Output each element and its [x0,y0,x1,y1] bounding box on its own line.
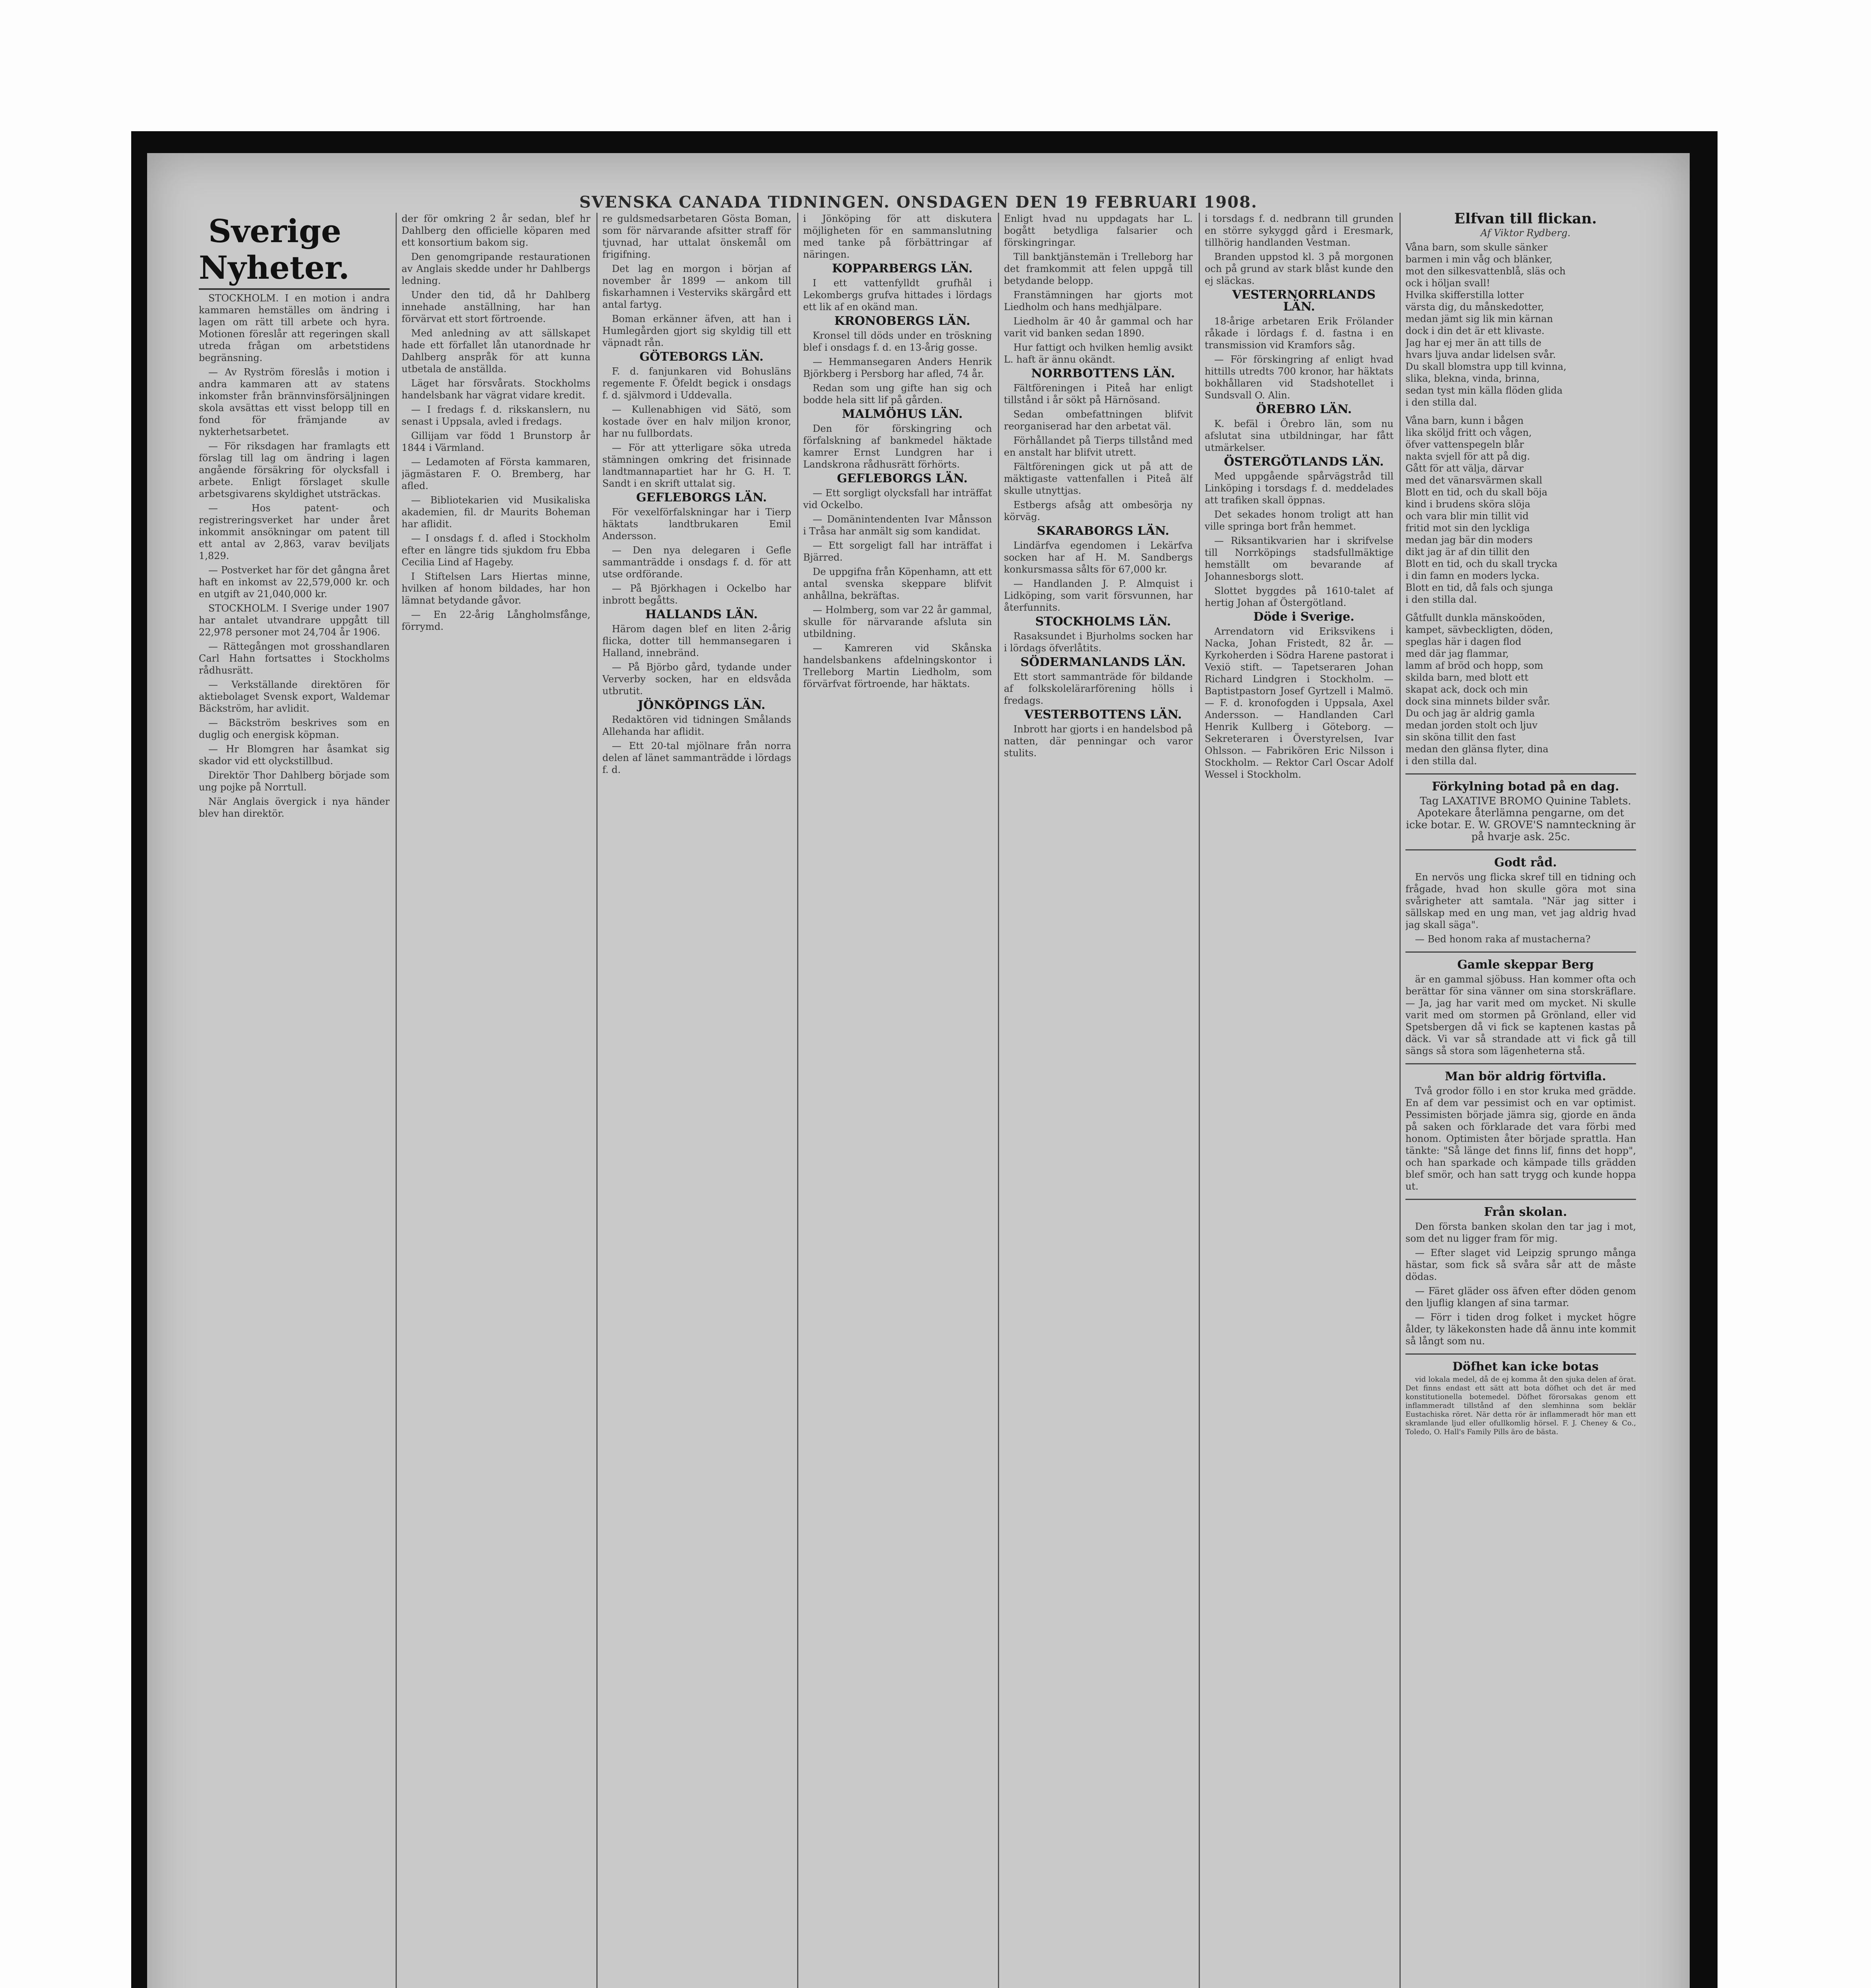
article-paragraph: i Jönköping för att diskutera möjligheten för en sammanslutning med tanke på förbättringar af näringen. [803,213,992,260]
article-paragraph: F. d. fanjunkaren vid Bohusläns regemente F. Öfeldt begick i onsdags f. d. självmord i Uddevalla. [602,366,791,401]
article-paragraph: — Den nya delegaren i Gefle sammanträdde i onsdags f. d. för att utse ordförande. [602,545,791,580]
article-paragraph: 18-årige arbetaren Erik Frölander råkade i lördags f. d. fastna i en transmission vid Kramfors såg. [1205,316,1394,351]
poem-line: nakta svjell för att på dig. [1405,451,1530,462]
article-paragraph: Lindärfva egendomen i Lekärfva socken har af H. M. Sandbergs konkursmassa sålts för 67,000 kr. [1004,540,1193,575]
poem-stanza [1405,241,1636,408]
county-heading: STOCKHOLMS LÄN. [1035,615,1171,629]
article-paragraph: — Verkställande direktören för aktiebolaget Svensk export, Waldemar Bäckström, har avlidit. [199,679,390,714]
poem [1405,241,1636,767]
article-paragraph: — I onsdags f. d. afled i Stockholm efter en längre tids sjukdom fru Ebba Cecilia Lind af Hageby. [402,533,590,568]
poem-line: värsta dig, du månskedotter, [1405,301,1544,313]
county-heading: SÖDERMANLANDS LÄN. [1020,655,1186,669]
article-paragraph: — Ett 20-tal mjölnare från norra delen af länet sammanträdde i lördags f. d. [602,740,791,775]
article-paragraph: Härom dagen blef en liten 2-årig flicka, dotter till hemmansegaren i Halland, innebränd. [602,623,791,658]
poem-line: kind i brudens sköra slöja [1405,499,1531,510]
article-paragraph: Till banktjänstemän i Trelleborg har det framkommit att felen uppgå till betydande belopp. [1004,251,1193,286]
poem-line: ock i höljan svall! [1405,278,1490,289]
poem-line: Våna barn, som skulle sänker [1405,242,1548,253]
article-heading: Gamle skeppar Berg [1457,958,1594,972]
article-paragraph: Fältföreningen i Piteå har enligt tillstånd i år sökt på Härnösand. [1004,382,1193,406]
poem-line: dikt jag är af din tillit den [1405,546,1530,557]
article-paragraph: Den för förskingring och förfalskning af bankmedel häktade kamrer Ernst Lundgren har i Landskrona rådhusrätt förhörts. [803,423,992,470]
article-paragraph: — I fredags f. d. rikskanslern, nu senast i Uppsala, avled i fredags. [402,404,590,427]
article-paragraph: — Domänintendenten Ivar Månsson i Tråsa har anmält sig som kandidat. [803,514,992,537]
poem-line: medan jorden stolt och ljuv [1405,720,1538,731]
poem-line: dock i din det är ett klivaste. [1405,325,1545,336]
poem-line: medan den glänsa flyter, dina [1405,744,1549,755]
article-paragraph: der för omkring 2 år sedan, blef hr Dahlberg den officielle köparen med ett konsortium bakom sig. [402,213,590,248]
article-paragraph: re guldsmedsarbetaren Gösta Boman, som för närvarande afsitter straff för tjuvnad, har uttalat önskemål om frigifning. [602,213,791,260]
poem-line: Du skall blomstra upp till kvinna, [1405,361,1566,372]
poem-line: öfver vattenspegeln blår [1405,439,1524,450]
divider [1405,1353,1636,1355]
article-paragraph: — På Björkhagen i Ockelbo har inbrott begåtts. [602,583,791,606]
article-paragraph: Förhållandet på Tierps tillstånd med en anstalt har blifvit utrett. [1004,435,1193,458]
article-paragraph: Estbergs afsåg att ombesörja ny körväg. [1004,499,1193,522]
column-6 [1205,213,1394,1988]
column-2 [402,213,590,1988]
article-paragraph: — En 22-årig Långholmsfånge, förrymd. [402,609,590,632]
poem-line: Jag har ej mer än att tills de [1405,337,1541,348]
article-paragraph: En nervös ung flicka skref till en tidning och frågade, hvad hon skulle göra mot sina svårigheter att samtala. "När jag sitter i sällskap med en ung man, vet jag aldrig hvad jag skall säga". [1405,872,1636,930]
poem-line: medan jämt sig lik min kärnan [1405,313,1553,324]
poem-line: Hvilka skifferstilla lotter [1405,289,1524,301]
article-paragraph: Enligt hvad nu uppdagats har L. bogått betydliga falsarier och förskingringar. [1004,213,1193,248]
article-paragraph: — Förr i tiden drog folket i mycket högre ålder, ty läkekonsten hade då ännu inte kommit så långt som nu. [1405,1312,1636,1347]
article-paragraph: Redaktören vid tidningen Smålands Allehanda har aflidit. [602,714,791,737]
masthead: SVENSKA CANADA TIDNINGEN. ONSDAGEN DEN 19 FEBRUARI 1908. [579,193,1258,212]
county-heading: ÖREBRO LÄN. [1256,402,1352,416]
article-paragraph: — Efter slaget vid Leipzig sprungo många hästar, som fick så svåra sår att de måste dödas. [1405,1247,1636,1282]
article-paragraph: — Kamreren vid Skånska handelsbankens afdelningskontor i Trelleborg Martin Liedholm, som förvärfvat förtroende, har häktats. [803,643,992,689]
article-paragraph: Slottet byggdes på 1610-talet af hertig Johan af Östergötland. [1205,585,1394,608]
poem-line: Blott en tid, och du skall trycka [1405,558,1558,569]
column-rule [998,213,999,1988]
poem-line: lamm af bröd och hopp, som [1405,660,1543,671]
ad-text: Tag LAXATIVE BROMO Quinine Tablets. Apotekare återlämna pengarne, om det icke botar. E. W. GROVE'S namnteckning är på hvarje ask. 25c. [1406,795,1636,843]
article-paragraph: — Postverket har för det gångna året haft en inkomst av 22,579,000 kr. och en utgift av 21,040,000 kr. [199,565,390,600]
article-heading: Från skolan. [1484,1205,1567,1219]
article-paragraph: Kronsel till döds under en tröskning blef i onsdags f. d. en 13-årig gosse. [803,330,992,353]
article-paragraph: — Handlanden J. P. Almquist i Lidköping, som varit försvunnen, har återfunnits. [1004,578,1193,613]
poem-line: barmen i min våg och blänker, [1405,254,1553,265]
article-paragraph: Branden uppstod kl. 3 på morgonen och på grund av stark blåst kunde den ej släckas. [1205,251,1394,286]
poem-line: mot den silkesvattenblå, släs och [1405,266,1566,277]
article-paragraph: Inbrott har gjorts i en handelsbod på natten, där penningar och varor stulits. [1004,724,1193,759]
ad-heading: Döfhet kan icke botas [1452,1360,1599,1374]
poem-line: Blott en tid, och du skall böja [1405,487,1548,498]
poem-line: skapat ack, dock och min [1405,684,1528,695]
article-paragraph: I ett vattenfylldt grufhål i Lekombergs grufva hittades i lördags ett lik af en okänd man. [803,278,992,313]
column-rule [797,213,798,1988]
article-paragraph: — Bibliotekarien vid Musikaliska akademien, fil. dr Maurits Boheman har aflidit. [402,495,590,530]
divider [1405,773,1636,775]
subsection-heading: Döde i Sverige. [1253,610,1355,624]
article-paragraph: Gillijam var född 1 Brunstorp år 1844 i Värmland. [402,430,590,453]
article-paragraph: Sedan ombefattningen blifvit reorganiserad har den arbetat väl. [1004,409,1193,432]
poem-author: Af Viktor Rydberg. [1480,227,1571,239]
column-rule [596,213,598,1988]
article-paragraph: När Anglais övergick i nya händer blev han direktör. [199,796,390,819]
article-paragraph: Rasaksundet i Bjurholms socken har i lördags öfverlåtits. [1004,631,1193,654]
article-paragraph: De uppgifna från Köpenhamn, att ett antal svenska skeppare blifvit anhållna, bekräftas. [803,566,992,601]
poem-line: med det vänarsvärmen skall [1405,475,1543,486]
article-paragraph: Den genomgripande restaurationen av Anglais skedde under hr Dahlbergs ledning. [402,251,590,286]
article-paragraph: Hur fattigt och hvilken hemlig avsikt L. haft är ännu okändt. [1004,342,1193,365]
poem-line: i den stilla dal. [1405,397,1477,408]
poem-line: skilda barn, med blott ett [1405,672,1529,683]
county-heading: GÖTEBORGS LÄN. [639,350,764,364]
article-paragraph: — Rättegången mot grosshandlaren Carl Hahn fortsattes i Stockholms rådhusrätt. [199,641,390,676]
county-heading: JÖNKÖPINGS LÄN. [637,698,766,712]
column-7 [1405,213,1636,1988]
article-paragraph: — Ett sorgeligt fall har inträffat i Bjärred. [803,540,992,563]
article-paragraph: Läget har försvårats. Stockholms handelsbank har vägrat vidare kredit. [402,378,590,401]
poem-line: sedan tyst min källa flöden glida [1405,385,1563,396]
poem-line: och vara blir min tillit vid [1405,511,1529,522]
poem-line: speglas här i dagen flod [1405,636,1522,647]
poem-line: Gått för att välja, därvar [1405,463,1524,474]
article-paragraph: Under den tid, då hr Dahlberg innehade anställning, har han förvärvat ett stort förtroende. [402,289,590,324]
poem-line: i den stilla dal. [1405,594,1477,605]
obituary-list: Arrendatorn vid Eriksvikens i Nacka, Johan Fristedt, 82 år. — Kyrkoherden i Södra Harene pastorat i Vexiö stift. — Tapetseraren Johan Richard Lindgren i Stockholm. — Baptistpastorn Josef Gyrtzell i Malmö. — F. d. kronofogden i Uppsala, Axel Andersson. — Handlanden Carl Henrik Kullberg i Göteborg. — Sekreteraren i Överstyrelsen, Ivar Ohlsson. — Fabrikören Eric Nilsson i Stockholm. — Rektor Carl Oscar Adolf Wessel i Stockholm. [1205,626,1394,780]
divider [1405,849,1636,850]
column-rule [396,213,397,1988]
column-3 [602,213,791,1988]
county-heading: VESTERNORRLANDS LÄN. [1232,288,1376,314]
article-paragraph: — Kullenabhigen vid Sätö, som kostade över en halv miljon kronor, har nu fullbordats. [602,404,791,439]
article-paragraph: Liedholm är 40 år gammal och har varit vid banken sedan 1890. [1004,316,1193,339]
poem-line: Du och jag är aldrig gamla [1405,708,1535,719]
poem-line: med där jag flammar, [1405,648,1509,659]
article-paragraph: — Hemmansegaren Anders Henrik Björkberg i Persborg har afled, 74 år. [803,356,992,379]
ad-text: vid lokala medel, då de ej komma åt den sjuka delen af örat. Det finns endast ett sätt att bota döfhet och det är med konstitutionella botemedel. Döfhet förorsakas genom ett inflammeradt tillstånd af den slemhinna som beklär Eustachiska röret. När detta rör är inflammeradt hör man ett skramlande ljud eller ofullkomlig hörsel. F. J. Cheney & Co., Toledo, O. Hall's Family Pills äro de bästa. [1405,1375,1636,1436]
article-paragraph: — Riksantikvarien har i skrifvelse till Norrköpings stadsfullmäktige hemställt om bevarande af Johannesborgs slott. [1205,535,1394,582]
county-heading: GEFLEBORGS LÄN. [837,472,968,485]
article-paragraph: — Bäckström beskrives som en duglig och energisk köpman. [199,717,390,740]
article-paragraph: — Ledamoten af Första kammaren, jägmästaren F. O. Bremberg, har afled. [402,456,590,491]
county-heading: KRONOBERGS LÄN. [834,314,970,328]
article-paragraph: Franstämningen har gjorts mot Liedholm och hans medhjälpare. [1004,289,1193,313]
article-paragraph: Ett stort sammanträde för bildande af folkskolelärarförening hölls i fredags. [1004,671,1193,706]
poem-title: Elfvan till flickan. [1454,213,1597,227]
poem-line: kampet, sävbeckligten, döden, [1405,624,1553,635]
section-title: Sverige Nyheter. [199,213,390,290]
article-paragraph: I Stiftelsen Lars Hiertas minne, hvilken af honom bildades, har hon lämnat betydande gåvor. [402,571,590,606]
article-paragraph: K. befäl i Örebro län, som nu afslutat sina utbildningar, har fått utmärkelser. [1205,418,1394,453]
poem-line: slika, blekna, vinda, brinna, [1405,373,1540,384]
article-paragraph: Fältföreningen gick ut på att de mäktigaste vattenfallen i Piteå älf skulle utnyttjas. [1004,461,1193,496]
column-rule [1399,213,1401,1988]
article-paragraph: — Av Ryström föreslås i motion i andra kammaren att av statens inkomster från brännvinsförsäljningen skola avsättas ett visst belopp till en fond för främjande av nykterhetsarbetet. [199,367,390,437]
county-heading: VESTERBOTTENS LÄN. [1024,708,1182,722]
article-paragraph: — För förskingring af enligt hvad hittills utredts 700 kronor, har häktats bokhållaren vid Stadshotellet i Sundsvall O. Alin. [1205,354,1394,401]
county-heading: NORRBOTTENS LÄN. [1031,367,1175,381]
article-paragraph: Med uppgående spårvägstråd till Linköping i torsdags f. d. meddelades att trafiken skall öppnas. [1205,471,1394,506]
article-paragraph: — Bed honom raka af mustacherna? [1415,934,1591,945]
article-paragraph: — Hos patent- och registreringsverket har under året inkommit ansökningar om patent till ett antal av 2,863, varav beviljats 1,829. [199,503,390,561]
county-heading: SKARABORGS LÄN. [1036,524,1170,538]
article-paragraph: — Hr Blomgren har åsamkat sig skador vid ett olyckstillbud. [199,744,390,767]
county-heading: ÖSTERGÖTLANDS LÄN. [1224,455,1384,469]
poem-line: i den stilla dal. [1405,755,1477,767]
poem-line: i din famn en moders lycka. [1405,570,1540,581]
article-paragraph: — Holmberg, som var 22 år gammal, skulle för närvarande afsluta sin utbildning. [803,604,992,639]
column-4 [803,213,992,1988]
column-rule [1199,213,1200,1988]
article-paragraph: Det lag en morgon i början af november år 1899 — ankom till fiskarhamnen i Vesterviks skärgård ett antal fartyg. [602,263,791,310]
poem-line: lika sköljd fritt och vågen, [1405,427,1532,438]
divider [1405,951,1636,953]
article-paragraph: — För att ytterligare söka utreda stämningen omkring det frisinnade landtmannapartiet har hr G. H. T. Sandt i en skrift uttalat sig. [602,442,791,489]
poem-line: Våna barn, kunn i bågen [1405,415,1524,426]
article-heading: Man bör aldrig förtvifla. [1445,1070,1606,1083]
county-heading: MALMÖHUS LÄN. [842,407,963,421]
county-heading: HALLANDS LÄN. [645,608,758,621]
newspaper-page [147,153,1690,1988]
poem-line: dock sina minnets bilder svår. [1405,696,1550,707]
poem-line: Blott en tid, då fals och sjunga [1405,582,1553,593]
divider [1405,1199,1636,1200]
article-heading: Godt råd. [1494,856,1557,870]
ad-heading: Förkylning botad på en dag. [1432,780,1619,794]
article-paragraph: Boman erkänner äfven, att han i Humlegården gjort sig skyldig till ett väpnadt rån. [602,313,791,348]
article-paragraph: Det sekades honom troligt att han ville springa bort från hemmet. [1205,509,1394,532]
article-paragraph: För vexelförfalskningar har i Tierp häktats landtbrukaren Emil Andersson. [602,507,791,542]
poem-line: Gåtfullt dunkla mänskoöden, [1405,612,1545,623]
column-1 [199,213,390,1988]
county-heading: KOPPARBERGS LÄN. [832,262,973,276]
article-paragraph: Med anledning av att sällskapet hade ett förfallet lån utanordnade hr Dahlberg anspråk för att kunna utbetala de anställda. [402,328,590,375]
article-paragraph: STOCKHOLM. I en motion i andra kammaren hemställes om ändring i lagen om rätt till arbete och hyra. Motionen föreslår att regeringen skall utreda frågan om arbetstidens begränsning. [199,293,390,363]
article-paragraph: Två grodor föllo i en stor kruka med grädde. En af dem var pessimist och en var optimist. Pessimisten började jämra sig, gjorde en ända på saken och förklarade det vara förbi med honom. Optimisten åter började sprattla. Han tänkte: "Så länge det finns lif, finns det hopp", och han sparkade och kämpade tills grädden blef smör, och han satt trygg och kunde hoppa ut. [1405,1085,1636,1192]
article-paragraph: STOCKHOLM. I Sverige under 1907 har antalet utvandrare uppgått till 22,978 personer mot 24,704 år 1906. [199,603,390,638]
column-5 [1004,213,1193,1988]
article-paragraph: i torsdags f. d. nedbrann till grunden en större sykyggd gård i Eresmark, tillhörig handlanden Vestman. [1205,213,1394,248]
county-heading: GEFLEBORGS LÄN. [636,491,767,505]
article-paragraph: — Färet gläder oss äfven efter döden genom den ljuflig klangen af sina tarmar. [1405,1285,1636,1309]
article-paragraph: Redan som ung gifte han sig och bodde hela sitt lif på gården. [803,382,992,406]
article-paragraph: — På Björbo gård, tydande under Ververby socken, har en eldsvåda utbrutit. [602,662,791,697]
poem-stanza [1405,415,1636,606]
article-paragraph: — För riksdagen har framlagts ett förslag till lag om ändring i lagen angående försäkring för olycksfall i arbete. Enligt förslaget skulle arbetsgivarens skyldighet utsträckas. [199,441,390,499]
poem-stanza [1405,612,1636,767]
article-paragraph: Direktör Thor Dahlberg började som ung pojke på Norrtull. [199,770,390,793]
article-paragraph: — Ett sorgligt olycksfall har inträffat vid Ockelbo. [803,487,992,511]
poem-line: fritid mot sin den lyckliga [1405,522,1530,534]
poem-line: sin sköna tillit den fast [1405,732,1516,743]
article-paragraph: är en gammal sjöbuss. Han kommer ofta och berättar för sina vänner om sina storskräflare. — Ja, jag har varit med om mycket. Ni skulle varit med om stormen på Grönland, eller vid Spetsbergen då vi fick se kaptenen kastas på däck. Vi var så strandade att vi fick gå till sängs så stora som lägenheterna stå. [1405,974,1636,1056]
divider [1405,1063,1636,1064]
poem-line: medan jag bär din moders [1405,534,1533,546]
poem-line: hvars ljuva andar lidelsen svår. [1405,349,1556,360]
article-paragraph: Den första banken skolan den tar jag i mot, som det nu ligger fram för mig. [1405,1221,1636,1244]
